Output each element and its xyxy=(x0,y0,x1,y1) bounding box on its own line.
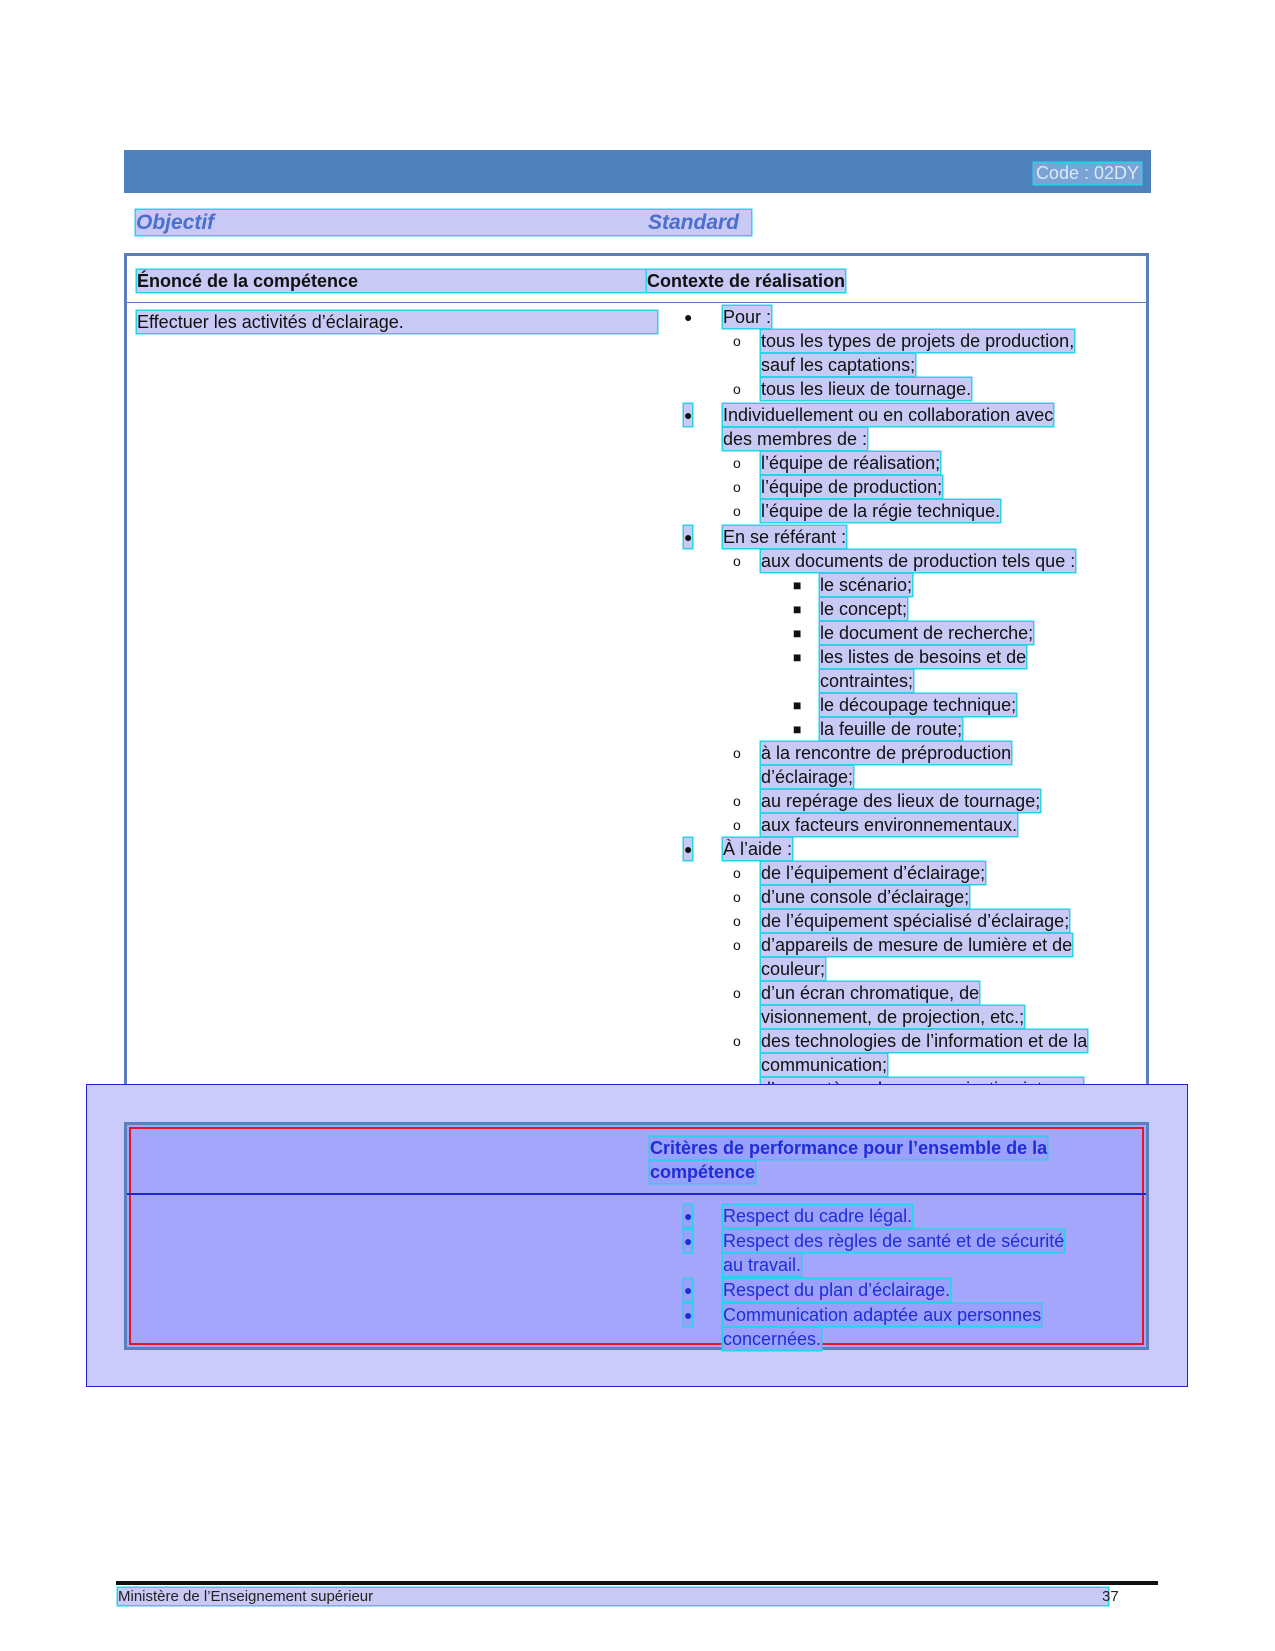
context-line: à la rencontre de préproduction xyxy=(761,743,1012,763)
circle-bullet-icon: o xyxy=(733,745,741,761)
context-line: À l’aide : xyxy=(723,839,793,859)
context-line: d’une console d’éclairage; xyxy=(761,887,970,907)
performance-title: compétence xyxy=(650,1162,756,1182)
circle-bullet-icon: o xyxy=(733,1033,741,1049)
competence-statement: Effectuer les activités d’éclairage. xyxy=(137,311,657,333)
circle-bullet-icon: o xyxy=(733,553,741,569)
square-bullet-icon: ■ xyxy=(793,697,802,713)
program-code: Code : 02DY xyxy=(1035,163,1139,183)
context-line: des membres de : xyxy=(723,429,868,449)
bullet-icon: ● xyxy=(684,526,692,548)
bullet-icon: ● xyxy=(684,1230,692,1252)
bullet-icon: ● xyxy=(684,1205,692,1227)
square-bullet-icon: ■ xyxy=(793,649,802,665)
context-line: le concept; xyxy=(820,599,908,619)
context-line: d’un écran chromatique, de xyxy=(761,983,980,1003)
circle-bullet-icon: o xyxy=(733,479,741,495)
criterion-line: concernées. xyxy=(723,1329,822,1349)
criterion-line: Respect des règles de santé et de sécurité xyxy=(723,1231,1065,1251)
table-header-divider xyxy=(127,302,1146,303)
circle-bullet-icon: o xyxy=(733,817,741,833)
circle-bullet-icon: o xyxy=(733,503,741,519)
context-line: aux facteurs environnementaux. xyxy=(761,815,1018,835)
context-line: de l’équipement d’éclairage; xyxy=(761,863,986,883)
context-line: communication; xyxy=(761,1055,888,1075)
square-bullet-icon: ■ xyxy=(793,721,802,737)
square-bullet-icon: ■ xyxy=(793,601,802,617)
circle-bullet-icon: o xyxy=(733,381,741,397)
criterion-line: Respect du plan d’éclairage. xyxy=(723,1280,951,1300)
footer-ministry: Ministère de l’Enseignement supérieur xyxy=(118,1588,1108,1605)
context-line: aux documents de production tels que : xyxy=(761,551,1076,571)
criterion-line: Respect du cadre légal. xyxy=(723,1206,913,1226)
bullet-icon: ● xyxy=(684,1304,692,1326)
context-line: au repérage des lieux de tournage; xyxy=(761,791,1041,811)
circle-bullet-icon: o xyxy=(733,455,741,471)
circle-bullet-icon: o xyxy=(733,333,741,349)
col-right-title: Contexte de réalisation xyxy=(647,271,846,291)
page-number: 37 xyxy=(1102,1588,1119,1605)
context-line: contraintes; xyxy=(820,671,914,691)
context-line: visionnement, de projection, etc.; xyxy=(761,1007,1025,1027)
context-line: l’équipe de réalisation; xyxy=(761,453,941,473)
context-line: le document de recherche; xyxy=(820,623,1034,643)
performance-table xyxy=(124,1122,1149,1350)
context-line: couleur; xyxy=(761,959,826,979)
circle-bullet-icon: o xyxy=(733,865,741,881)
circle-bullet-icon: o xyxy=(733,937,741,953)
context-line: tous les types de projets de production, xyxy=(761,331,1075,351)
context-line: sauf les captations; xyxy=(761,355,916,375)
square-bullet-icon: ■ xyxy=(793,577,802,593)
circle-bullet-icon: o xyxy=(733,889,741,905)
context-line: l’équipe de production; xyxy=(761,477,943,497)
context-line: d’appareils de mesure de lumière et de xyxy=(761,935,1073,955)
col-left-title: Énoncé de la compétence xyxy=(137,270,744,292)
criterion-line: Communication adaptée aux personnes xyxy=(723,1305,1042,1325)
criterion-line: au travail. xyxy=(723,1255,802,1275)
circle-bullet-icon: o xyxy=(733,793,741,809)
objectif-heading: Objectif xyxy=(136,210,751,235)
performance-divider xyxy=(127,1193,1146,1195)
competence-table xyxy=(124,253,1149,1105)
context-line: Pour : xyxy=(723,307,772,327)
context-line: de l’équipement spécialisé d’éclairage; xyxy=(761,911,1070,931)
circle-bullet-icon: o xyxy=(733,913,741,929)
header-band xyxy=(124,150,1151,193)
performance-title: Critères de performance pour l’ensemble de la xyxy=(650,1138,1048,1158)
context-line: le scénario; xyxy=(820,575,913,595)
footer-rule xyxy=(116,1581,1158,1585)
square-bullet-icon: ■ xyxy=(793,625,802,641)
context-line: la feuille de route; xyxy=(820,719,963,739)
bullet-icon: ● xyxy=(684,1279,692,1301)
context-line: Individuellement ou en collaboration avec xyxy=(723,405,1054,425)
context-line: les listes de besoins et de xyxy=(820,647,1027,667)
bullet-icon: ● xyxy=(684,309,693,325)
context-line: des technologies de l’information et de la xyxy=(761,1031,1088,1051)
context-line: En se référant : xyxy=(723,527,847,547)
context-line: tous les lieux de tournage. xyxy=(761,379,972,399)
context-line: d’éclairage; xyxy=(761,767,854,787)
circle-bullet-icon: o xyxy=(733,985,741,1001)
standard-heading: Standard xyxy=(648,211,740,234)
context-line: le découpage technique; xyxy=(820,695,1017,715)
bullet-icon: ● xyxy=(684,838,692,860)
context-line: l’équipe de la régie technique. xyxy=(761,501,1001,521)
bullet-icon: ● xyxy=(684,404,692,426)
